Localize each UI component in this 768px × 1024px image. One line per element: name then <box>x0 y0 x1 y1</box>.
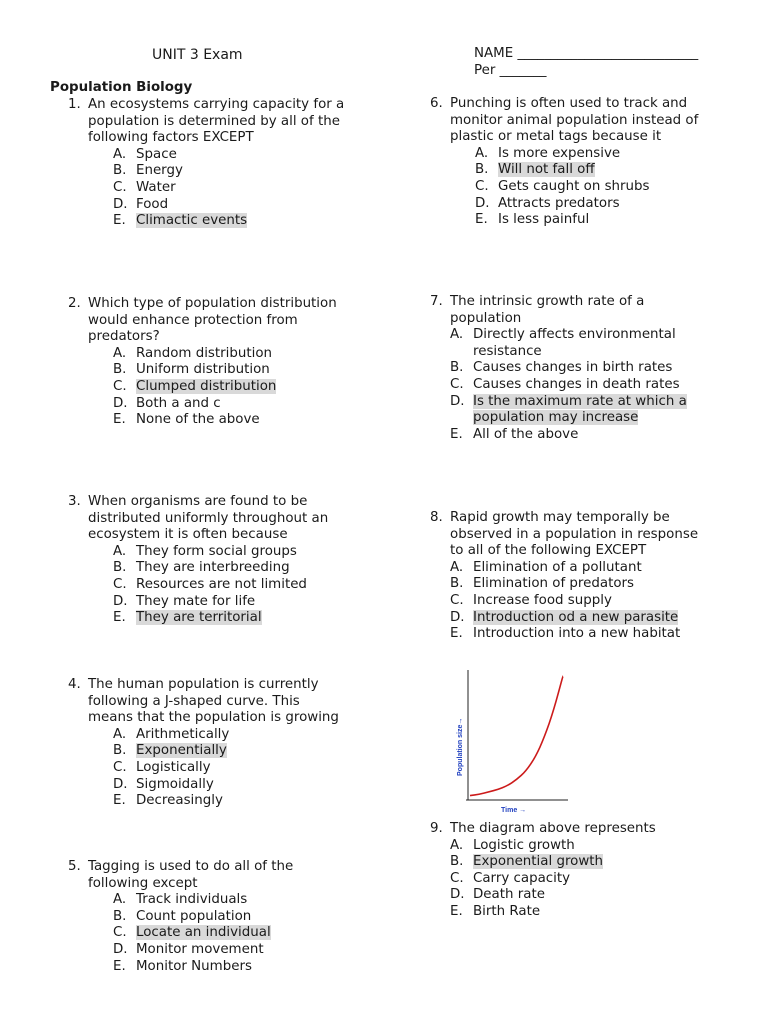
option-text: Water <box>136 179 176 195</box>
option-text: None of the above <box>136 412 260 428</box>
option-letter: B. <box>113 743 127 759</box>
option-text: Logistically <box>136 759 211 775</box>
answer-option[interactable] <box>450 871 656 888</box>
option-letter: E. <box>113 610 126 626</box>
answer-option[interactable] <box>450 560 698 577</box>
option-text-highlighted: Will not fall off <box>498 162 595 178</box>
answer-option[interactable] <box>113 577 328 594</box>
answer-option[interactable] <box>475 179 698 196</box>
option-letter: D. <box>450 609 465 625</box>
option-text: Energy <box>136 163 183 179</box>
answer-option[interactable] <box>113 594 328 611</box>
answer-option[interactable] <box>113 213 344 230</box>
question-2 <box>68 296 337 429</box>
option-text: Random distribution <box>136 345 273 361</box>
population-growth-chart <box>408 660 608 818</box>
option-text: Gets caught on shrubs <box>498 178 650 194</box>
option-letter: B. <box>113 163 127 179</box>
option-text: Uniform distribution <box>136 362 270 378</box>
question-4 <box>68 677 339 810</box>
question-stem: An ecosystems carrying capacity for a population is determined by all of the following factors EXCEPT <box>88 97 345 146</box>
answer-option[interactable] <box>113 163 344 180</box>
option-text: All of the above <box>473 426 579 442</box>
answer-option[interactable] <box>113 379 337 396</box>
option-letter: A. <box>475 145 489 161</box>
option-text: Space <box>136 146 177 162</box>
question-stem: Rapid growth may temporally be observed in a population in response to all of the following EXCEPT <box>450 510 699 559</box>
question-number: 7. <box>430 294 443 309</box>
option-letter: E. <box>450 626 463 642</box>
option-letter: E. <box>475 212 488 228</box>
option-letter: E. <box>113 793 126 809</box>
y-axis-label: Population size→ <box>457 717 464 776</box>
question-3 <box>68 494 328 627</box>
option-text: Directly affects environmental <box>473 327 676 343</box>
answer-option[interactable] <box>475 146 698 163</box>
answer-option[interactable] <box>450 576 698 593</box>
option-text: Sigmoidally <box>136 776 214 792</box>
answer-option[interactable] <box>113 610 328 627</box>
answer-option[interactable] <box>475 196 698 213</box>
option-text-highlighted: Locate an individual <box>136 925 271 941</box>
question-number: 5. <box>68 859 81 874</box>
chart-svg <box>408 660 608 818</box>
option-letter: D. <box>450 887 465 903</box>
option-letter: A. <box>113 146 127 162</box>
option-letter: B. <box>113 362 127 378</box>
option-text: Monitor Numbers <box>136 958 252 974</box>
answer-option[interactable] <box>113 760 339 777</box>
answer-option[interactable] <box>113 909 293 926</box>
option-letter: B. <box>113 560 127 576</box>
answer-option[interactable] <box>113 544 328 561</box>
answer-option[interactable] <box>113 412 337 429</box>
answer-option[interactable] <box>113 743 339 760</box>
answer-option[interactable] <box>113 180 344 197</box>
option-letter: C. <box>475 178 489 194</box>
option-text: They are interbreeding <box>136 560 290 576</box>
option-letter: D. <box>113 196 128 212</box>
question-stem: The diagram above represents <box>450 821 656 836</box>
option-text: Birth Rate <box>473 903 541 919</box>
option-letter: A. <box>450 559 464 575</box>
option-text: Resources are not limited <box>136 576 307 592</box>
option-text-highlighted: population may increase <box>473 410 639 426</box>
question-number: 9. <box>430 821 443 836</box>
answer-option[interactable] <box>450 904 656 921</box>
option-letter: A. <box>113 543 127 559</box>
option-letter: C. <box>450 592 464 608</box>
question-7 <box>430 294 687 443</box>
option-letter: B. <box>450 576 464 592</box>
answer-option[interactable] <box>113 793 339 810</box>
option-letter: B. <box>113 908 127 924</box>
question-9 <box>430 821 656 921</box>
answer-option[interactable] <box>113 197 344 214</box>
answer-option[interactable] <box>450 410 687 427</box>
option-text: Causes changes in death rates <box>473 376 680 392</box>
question-number: 8. <box>430 510 443 525</box>
option-text-highlighted: They are territorial <box>136 610 262 626</box>
option-letter: A. <box>450 837 464 853</box>
question-5 <box>68 859 293 975</box>
option-letter: E. <box>113 213 126 229</box>
answer-option[interactable] <box>450 377 687 394</box>
answer-options <box>113 727 339 810</box>
answer-options <box>450 838 656 921</box>
option-letter: E. <box>450 903 463 919</box>
option-text: Death rate <box>473 887 545 903</box>
question-stem: The human population is currently following a J-shaped curve. This means that the population is growing <box>88 677 339 726</box>
question-stem: When organisms are found to be distributed uniformly throughout an ecosystem it is often because <box>88 494 329 543</box>
option-letter: C. <box>113 378 127 394</box>
option-letter: B. <box>450 854 464 870</box>
answer-options <box>113 147 344 230</box>
answer-options <box>113 346 337 429</box>
section-title: Population Biology <box>50 80 193 95</box>
option-letter: C. <box>113 925 127 941</box>
answer-option[interactable] <box>450 427 687 444</box>
option-text-highlighted: Introduction od a new parasite <box>473 609 679 625</box>
option-text: They form social groups <box>136 543 297 559</box>
option-text: Elimination of predators <box>473 576 635 592</box>
answer-option[interactable] <box>113 346 337 363</box>
answer-option[interactable] <box>450 887 656 904</box>
question-8 <box>430 510 698 643</box>
option-text: Is less painful <box>498 212 590 228</box>
answer-option[interactable] <box>450 394 687 411</box>
answer-option[interactable] <box>113 942 293 959</box>
option-text: Introduction into a new habitat <box>473 626 681 642</box>
option-letter: D. <box>113 395 128 411</box>
question-number: 3. <box>68 494 81 509</box>
question-number: 4. <box>68 677 81 692</box>
answer-option[interactable] <box>113 147 344 164</box>
answer-option[interactable] <box>113 925 293 942</box>
answer-option[interactable] <box>450 854 656 871</box>
answer-option[interactable] <box>450 360 687 377</box>
answer-option[interactable] <box>113 777 339 794</box>
option-text: Track individuals <box>136 892 248 908</box>
option-letter: C. <box>450 870 464 886</box>
answer-option[interactable] <box>450 838 656 855</box>
period-field[interactable]: Per _______ <box>474 63 547 78</box>
answer-option[interactable] <box>113 727 339 744</box>
answer-options <box>113 892 293 975</box>
option-letter: A. <box>113 345 127 361</box>
option-letter: D. <box>475 195 490 211</box>
answer-option[interactable] <box>450 593 698 610</box>
answer-options <box>113 544 328 627</box>
question-number: 6. <box>430 96 443 111</box>
answer-option[interactable] <box>113 362 337 379</box>
option-text: Decreasingly <box>136 793 223 809</box>
question-number: 1. <box>68 97 81 112</box>
option-text-highlighted: Exponentially <box>136 743 227 759</box>
name-field[interactable]: NAME ___________________________ <box>474 46 699 61</box>
option-text: Carry capacity <box>473 870 571 886</box>
option-letter: B. <box>475 162 489 178</box>
question-stem: The intrinsic growth rate of a population <box>450 294 645 326</box>
option-text: Food <box>136 196 169 212</box>
option-text: Increase food supply <box>473 592 612 608</box>
option-text: Is more expensive <box>498 145 621 161</box>
answer-option[interactable] <box>113 892 293 909</box>
option-text: Count population <box>136 908 252 924</box>
option-text: resistance <box>473 343 542 359</box>
option-text-highlighted: Clumped distribution <box>136 378 277 394</box>
question-stem: Tagging is used to do all of the following except <box>88 859 294 891</box>
option-letter: D. <box>113 776 128 792</box>
exam-title: UNIT 3 Exam <box>152 47 243 63</box>
question-number: 2. <box>68 296 81 311</box>
option-text: Both a and c <box>136 395 221 411</box>
option-letter: D. <box>450 393 465 409</box>
option-letter: C. <box>450 376 464 392</box>
question-1 <box>68 97 344 230</box>
option-text: Causes changes in birth rates <box>473 360 673 376</box>
option-text: Arithmetically <box>136 726 230 742</box>
answer-option[interactable] <box>113 959 293 976</box>
option-text-highlighted: Exponential growth <box>473 854 604 870</box>
option-letter: E. <box>113 412 126 428</box>
answer-option[interactable] <box>450 344 687 361</box>
option-letter: C. <box>113 179 127 195</box>
answer-option[interactable] <box>475 162 698 179</box>
answer-option[interactable] <box>113 396 337 413</box>
option-text: Elimination of a pollutant <box>473 559 642 575</box>
growth-curve-line <box>470 676 563 796</box>
option-text: Monitor movement <box>136 941 264 957</box>
answer-option[interactable] <box>113 560 328 577</box>
question-6 <box>430 96 698 229</box>
question-stem: Punching is often used to track and monitor animal population instead of plastic or metal tags because it <box>450 96 699 145</box>
option-text: Logistic growth <box>473 837 575 853</box>
answer-option[interactable] <box>450 626 698 643</box>
option-letter: C. <box>113 576 127 592</box>
answer-option[interactable] <box>475 212 698 229</box>
question-stem: Which type of population distribution would enhance protection from predators? <box>88 296 337 345</box>
answer-options <box>475 146 698 229</box>
option-letter: E. <box>450 426 463 442</box>
option-letter: E. <box>113 958 126 974</box>
option-letter: A. <box>113 726 127 742</box>
x-axis-label: Time → <box>501 807 527 814</box>
option-letter: B. <box>450 360 464 376</box>
option-text: They mate for life <box>136 593 256 609</box>
option-letter: D. <box>113 593 128 609</box>
option-letter: D. <box>113 941 128 957</box>
option-text: Attracts predators <box>498 195 620 211</box>
answer-options <box>450 560 698 643</box>
option-letter: A. <box>450 327 464 343</box>
answer-option[interactable] <box>450 327 687 344</box>
answer-options <box>450 327 687 443</box>
option-letter: C. <box>113 759 127 775</box>
answer-option[interactable] <box>450 610 698 627</box>
option-letter: A. <box>113 892 127 908</box>
option-text-highlighted: Climactic events <box>136 213 248 229</box>
option-text-highlighted: Is the maximum rate at which a <box>473 393 687 409</box>
